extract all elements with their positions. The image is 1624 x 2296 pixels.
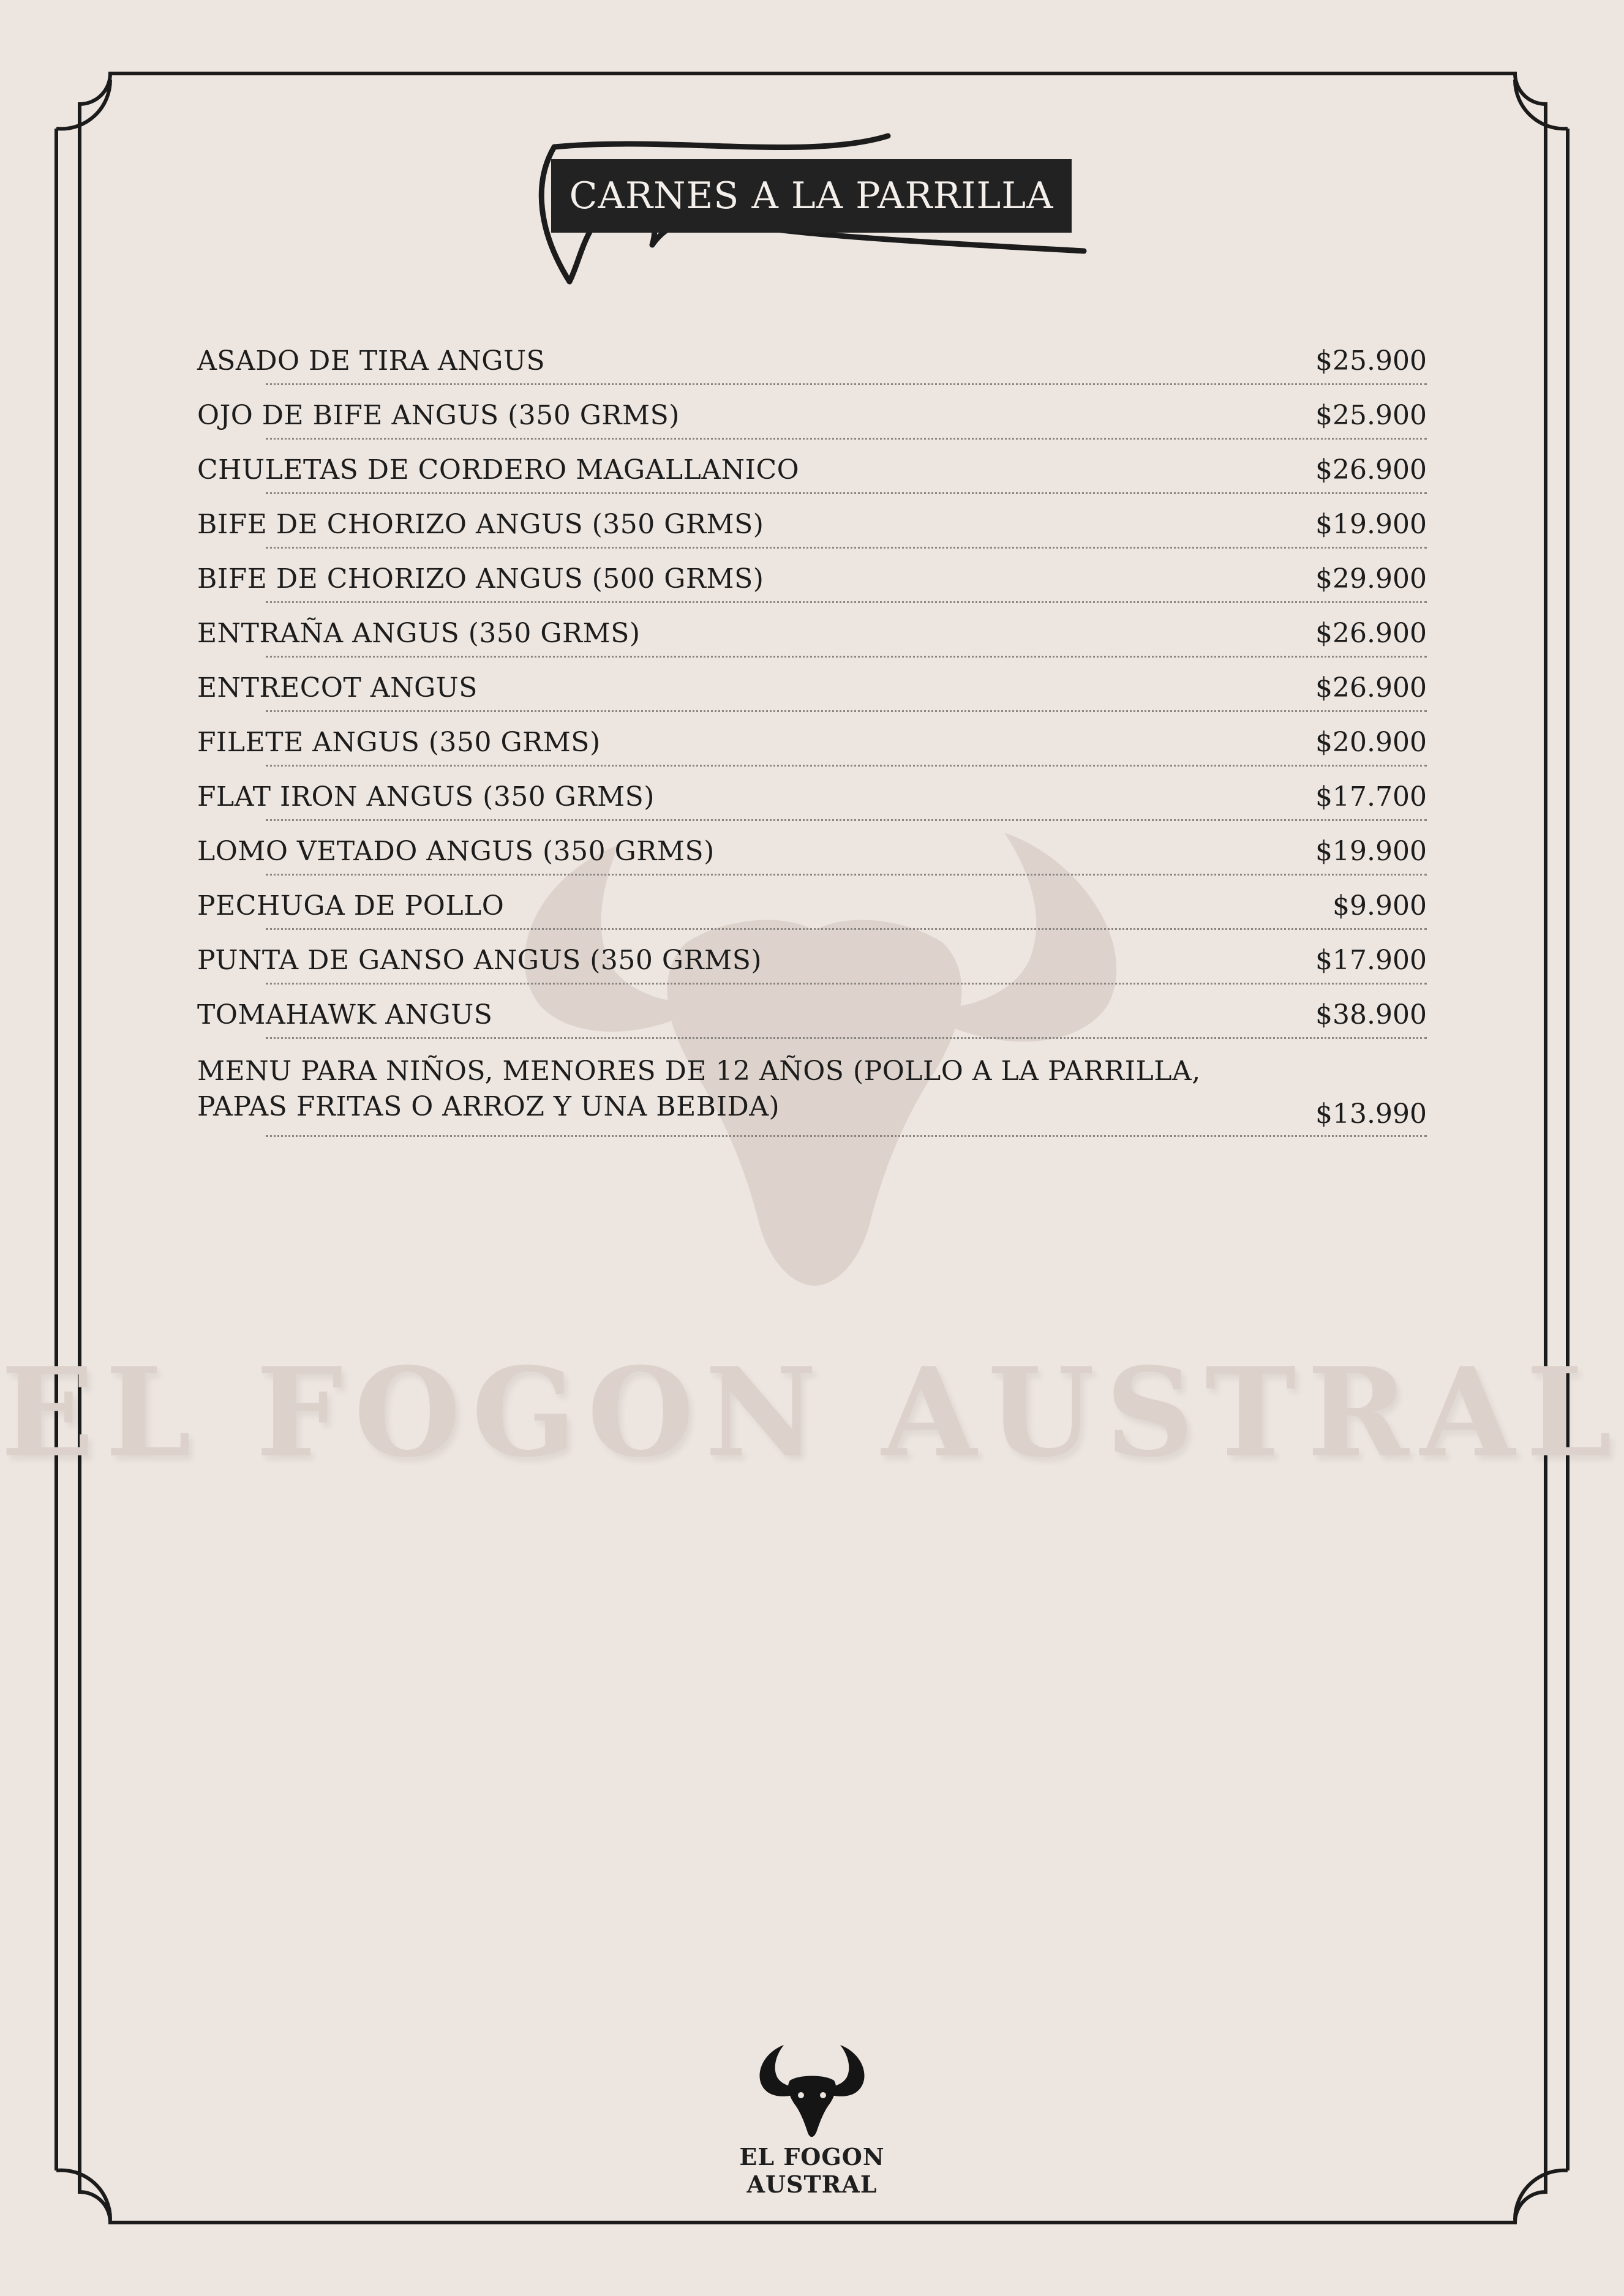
item-name: ENTRECOT ANGUS: [197, 672, 478, 703]
item-price: $29.900: [1315, 563, 1427, 595]
menu-item: [197, 385, 1427, 440]
menu-item: [197, 821, 1427, 876]
menu-item: [197, 1039, 1427, 1137]
item-price: $25.900: [1315, 400, 1427, 431]
item-name: FLAT IRON ANGUS (350 GRMS): [197, 781, 655, 812]
menu-list: [197, 331, 1427, 1137]
item-price: $26.900: [1315, 672, 1427, 703]
item-name: PUNTA DE GANSO ANGUS (350 GRMS): [197, 945, 762, 976]
menu-item: [197, 494, 1427, 549]
item-price: $20.900: [1315, 727, 1427, 758]
brand-name: EL FOGON AUSTRAL: [739, 2143, 885, 2198]
item-price: $17.700: [1315, 781, 1427, 812]
menu-item: [197, 658, 1427, 712]
item-name: ENTRAÑA ANGUS (350 GRMS): [197, 618, 641, 649]
item-name: LOMO VETADO ANGUS (350 GRMS): [197, 836, 715, 867]
bull-head-icon: [747, 2039, 877, 2143]
menu-item: [197, 331, 1427, 385]
menu-item: [197, 876, 1427, 930]
menu-item: [197, 712, 1427, 767]
menu-item: [197, 440, 1427, 494]
item-name: MENU PARA NIÑOS, MENORES DE 12 AÑOS (POLLO A LA PARRILLA, PAPAS FRITAS O ARROZ Y UNA BEBIDA): [197, 1056, 1201, 1122]
menu-item: [197, 603, 1427, 658]
item-name: PECHUGA DE POLLO: [197, 890, 505, 921]
item-price: $38.900: [1315, 999, 1427, 1030]
item-price: $17.900: [1315, 945, 1427, 976]
item-price: $9.900: [1333, 890, 1427, 921]
item-name: BIFE DE CHORIZO ANGUS (350 GRMS): [197, 509, 764, 540]
item-name: TOMAHAWK ANGUS: [197, 999, 493, 1030]
item-name: ASADO DE TIRA ANGUS: [197, 345, 546, 377]
item-price: $25.900: [1315, 345, 1427, 377]
item-name: BIFE DE CHORIZO ANGUS (500 GRMS): [197, 563, 764, 595]
dotted-divider: [266, 1135, 1427, 1137]
menu-item: [197, 930, 1427, 985]
item-price: $26.900: [1315, 618, 1427, 649]
item-name: OJO DE BIFE ANGUS (350 GRMS): [197, 400, 680, 431]
item-price: $19.900: [1315, 836, 1427, 867]
menu-item: [197, 985, 1427, 1039]
item-price: $26.900: [1315, 454, 1427, 486]
watermark-text: EL FOGON AUSTRAL: [1, 1341, 1623, 1485]
item-price: $19.900: [1315, 509, 1427, 540]
menu-item: [197, 767, 1427, 821]
item-price: $13.990: [1315, 1098, 1427, 1130]
item-name: CHULETAS DE CORDERO MAGALLANICO: [197, 454, 800, 486]
item-name: FILETE ANGUS (350 GRMS): [197, 727, 601, 758]
menu-item: [197, 549, 1427, 603]
page-title: CARNES A LA PARRILLA: [569, 174, 1054, 217]
